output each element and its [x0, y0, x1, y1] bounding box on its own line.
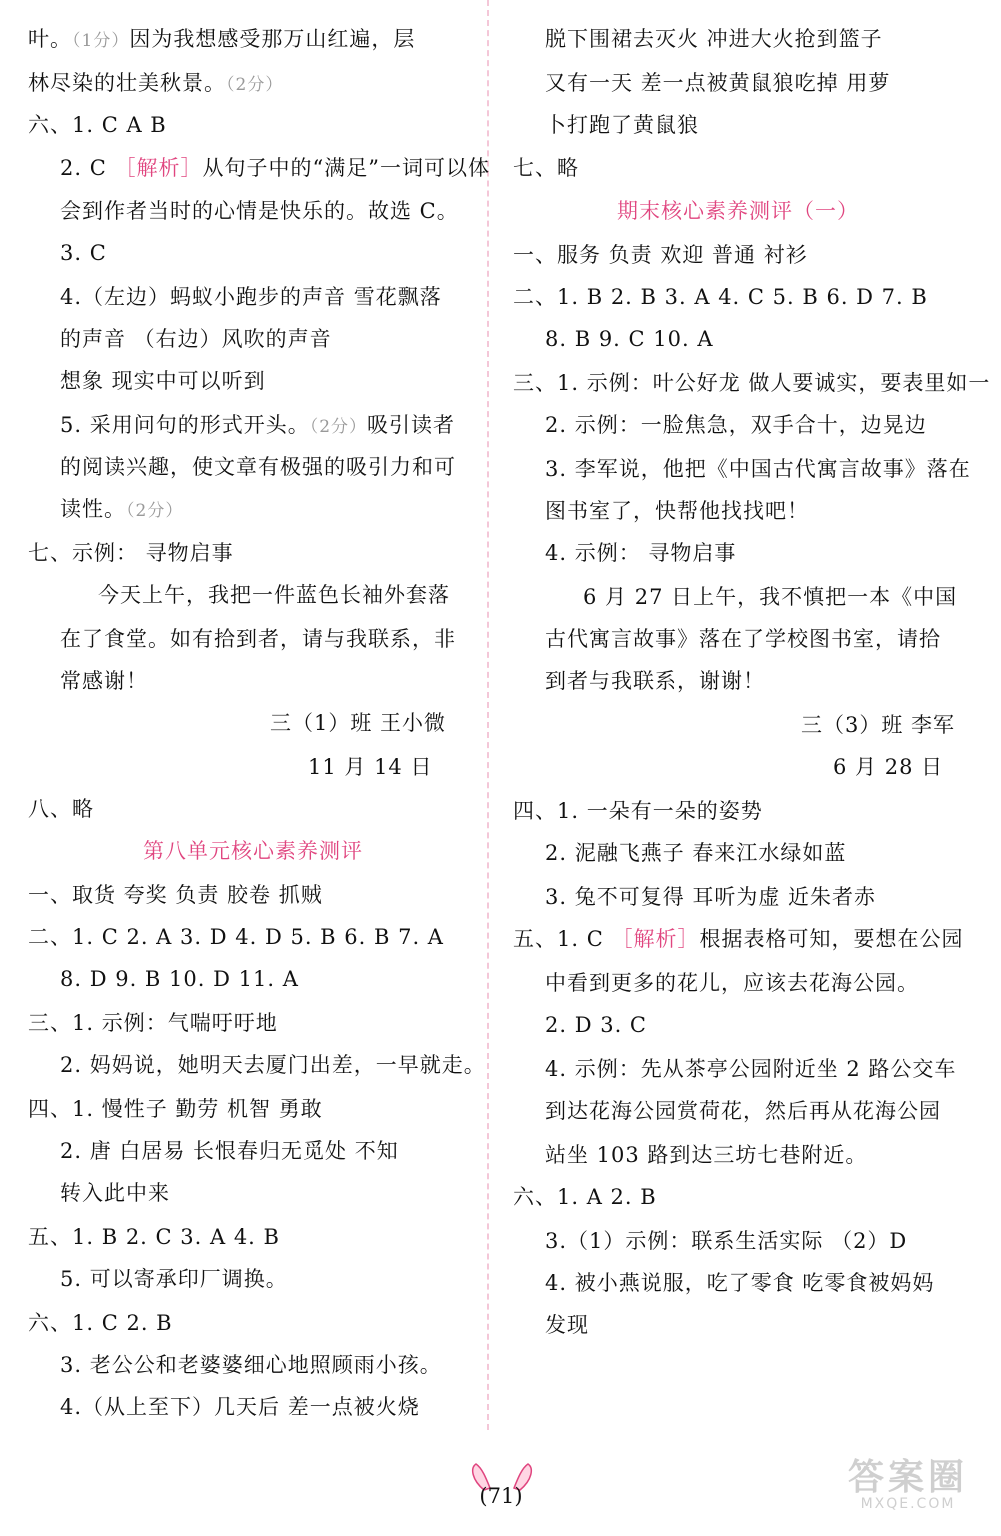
answer-line: 八、略: [28, 797, 94, 821]
answer-line: 图书室了，快帮他找找吧！: [545, 499, 809, 523]
answer-line: 站坐 103 路到达三坊七巷附近。: [545, 1143, 868, 1167]
analysis-tag: ［解析］: [611, 927, 700, 951]
answer-line: 4.（左边）蚂蚁小跑步的声音 雪花飘落: [60, 285, 442, 309]
watermark-logo: 答案圈: [847, 1456, 968, 1498]
answer-line: 5. 采用问句的形式开头。（2分）吸引读者: [60, 413, 456, 437]
answer-line: 2. 泥融飞燕子 春来江水绿如蓝: [545, 841, 847, 865]
answer-line: 2. C ［解析］从句子中的“满足”一词可以体: [60, 156, 490, 180]
answer-line: 三、1. 示例：气喘吁吁地: [28, 1011, 278, 1035]
analysis-tag: ［解析］: [114, 156, 203, 180]
answer-line: 发现: [545, 1313, 589, 1337]
answer-line: 一、取货 夸奖 负责 胶卷 抓贼: [28, 883, 323, 907]
answer-line: 2. D 3. C: [545, 1013, 648, 1037]
answer-line: 叶。（1分）因为我想感受那万山红遍，层: [28, 27, 416, 51]
answer-line: 3. 老公公和老婆婆细心地照顾雨小孩。: [60, 1353, 442, 1377]
watermark: [823, 1458, 993, 1518]
answer-line: 3. 李军说，他把《中国古代寓言故事》落在: [545, 457, 971, 481]
answer-line: 古代寓言故事》落在了学校图书室，请拾: [545, 627, 941, 651]
column-divider: [487, 0, 489, 1430]
answer-line: 五、1. B 2. C 3. A 4. B: [28, 1225, 280, 1249]
signature-line: 三（1）班 王小微: [270, 711, 447, 735]
section-heading: 第八单元核心素养测评: [143, 839, 363, 863]
answer-line: 4. 示例： 寻物启事: [545, 541, 737, 565]
answer-line: 二、1. C 2. A 3. D 4. D 5. B 6. B 7. A: [28, 925, 444, 949]
answer-line: 2. 唐 白居易 长恨春归无觅处 不知: [60, 1139, 399, 1163]
answer-line: 的阅读兴趣，使文章有极强的吸引力和可: [60, 455, 456, 479]
date-line: 6 月 28 日: [833, 755, 944, 779]
answer-line: 四、1. 慢性子 勤劳 机智 勇敢: [28, 1097, 323, 1121]
section-heading: 期末核心素养测评（一）: [617, 199, 859, 223]
answer-line: 2. 示例：一脸焦急，双手合十，边晃边: [545, 413, 927, 437]
answer-line: 七、略: [513, 156, 579, 180]
answer-line: 的声音 （右边）风吹的声音: [60, 327, 332, 351]
answer-line: 3. C: [60, 241, 107, 265]
answer-line: 3. 兔不可复得 耳听为虚 近朱者赤: [545, 885, 877, 909]
answer-line: 五、1. C ［解析］根据表格可知，要想在公园: [513, 927, 964, 951]
answer-line: 4. 被小燕说服，吃了零食 吃零食被妈妈: [545, 1271, 935, 1295]
answer-line: 二、1. B 2. B 3. A 4. C 5. B 6. D 7. B: [513, 285, 928, 309]
answer-line: 8. D 9. B 10. D 11. A: [60, 967, 299, 991]
answer-line: 读性。（2分）: [60, 497, 184, 521]
answer-line: 2. 妈妈说，她明天去厦门出差，一早就走。: [60, 1053, 486, 1077]
answer-line: 3.（1）示例：联系生活实际 （2）D: [545, 1229, 908, 1253]
answer-line: 常感谢！: [60, 669, 148, 693]
answer-line: 4. 示例：先从茶亭公园附近坐 2 路公交车: [545, 1057, 957, 1081]
answer-line: 七、示例： 寻物启事: [28, 541, 234, 565]
answer-line: 今天上午，我把一件蓝色长袖外套落: [98, 583, 450, 607]
watermark-url: MXQE.COM: [860, 1496, 956, 1512]
answer-line: 卜打跑了黄鼠狼: [545, 113, 699, 137]
date-line: 11 月 14 日: [308, 755, 433, 779]
answer-line: 脱下围裙去灭火 冲进大火抢到篮子: [545, 27, 883, 51]
answer-line: 六、1. C A B: [28, 113, 167, 137]
page-number: (71): [479, 1484, 523, 1508]
answer-line: 4.（从上至下）几天后 差一点被火烧: [60, 1395, 420, 1419]
answer-line: 中看到更多的花儿，应该去花海公园。: [545, 971, 919, 995]
answer-line: 六、1. A 2. B: [513, 1185, 657, 1209]
page-footer: [0, 1456, 1001, 1522]
answer-line: 5. 可以寄承印厂调换。: [60, 1267, 288, 1291]
answer-line: 8. B 9. C 10. A: [545, 327, 714, 351]
answer-line: 四、1. 一朵有一朵的姿势: [513, 799, 763, 823]
answer-line: 6 月 27 日上午，我不慎把一本《中国: [583, 585, 958, 609]
answer-line: 六、1. C 2. B: [28, 1311, 173, 1335]
answer-line: 想象 现实中可以听到: [60, 369, 266, 393]
answer-line: 在了食堂。如有拾到者，请与我联系，非: [60, 627, 456, 651]
answer-line: 林尽染的壮美秋景。（2分）: [28, 71, 284, 95]
answer-line: 到达花海公园赏荷花，然后再从花海公园: [545, 1099, 941, 1123]
answer-line: 又有一天 差一点被黄鼠狼吃掉 用萝: [545, 71, 891, 95]
answer-line: 一、服务 负责 欢迎 普通 衬衫: [513, 243, 808, 267]
answer-line: 三、1. 示例：叶公好龙 做人要诚实，要表里如一: [513, 371, 991, 395]
answer-line: 转入此中来: [60, 1181, 170, 1205]
answer-line: 到者与我联系，谢谢！: [545, 669, 765, 693]
answer-line: 会到作者当时的心情是快乐的。故选 C。: [60, 199, 459, 223]
signature-line: 三（3）班 李军: [801, 713, 956, 737]
